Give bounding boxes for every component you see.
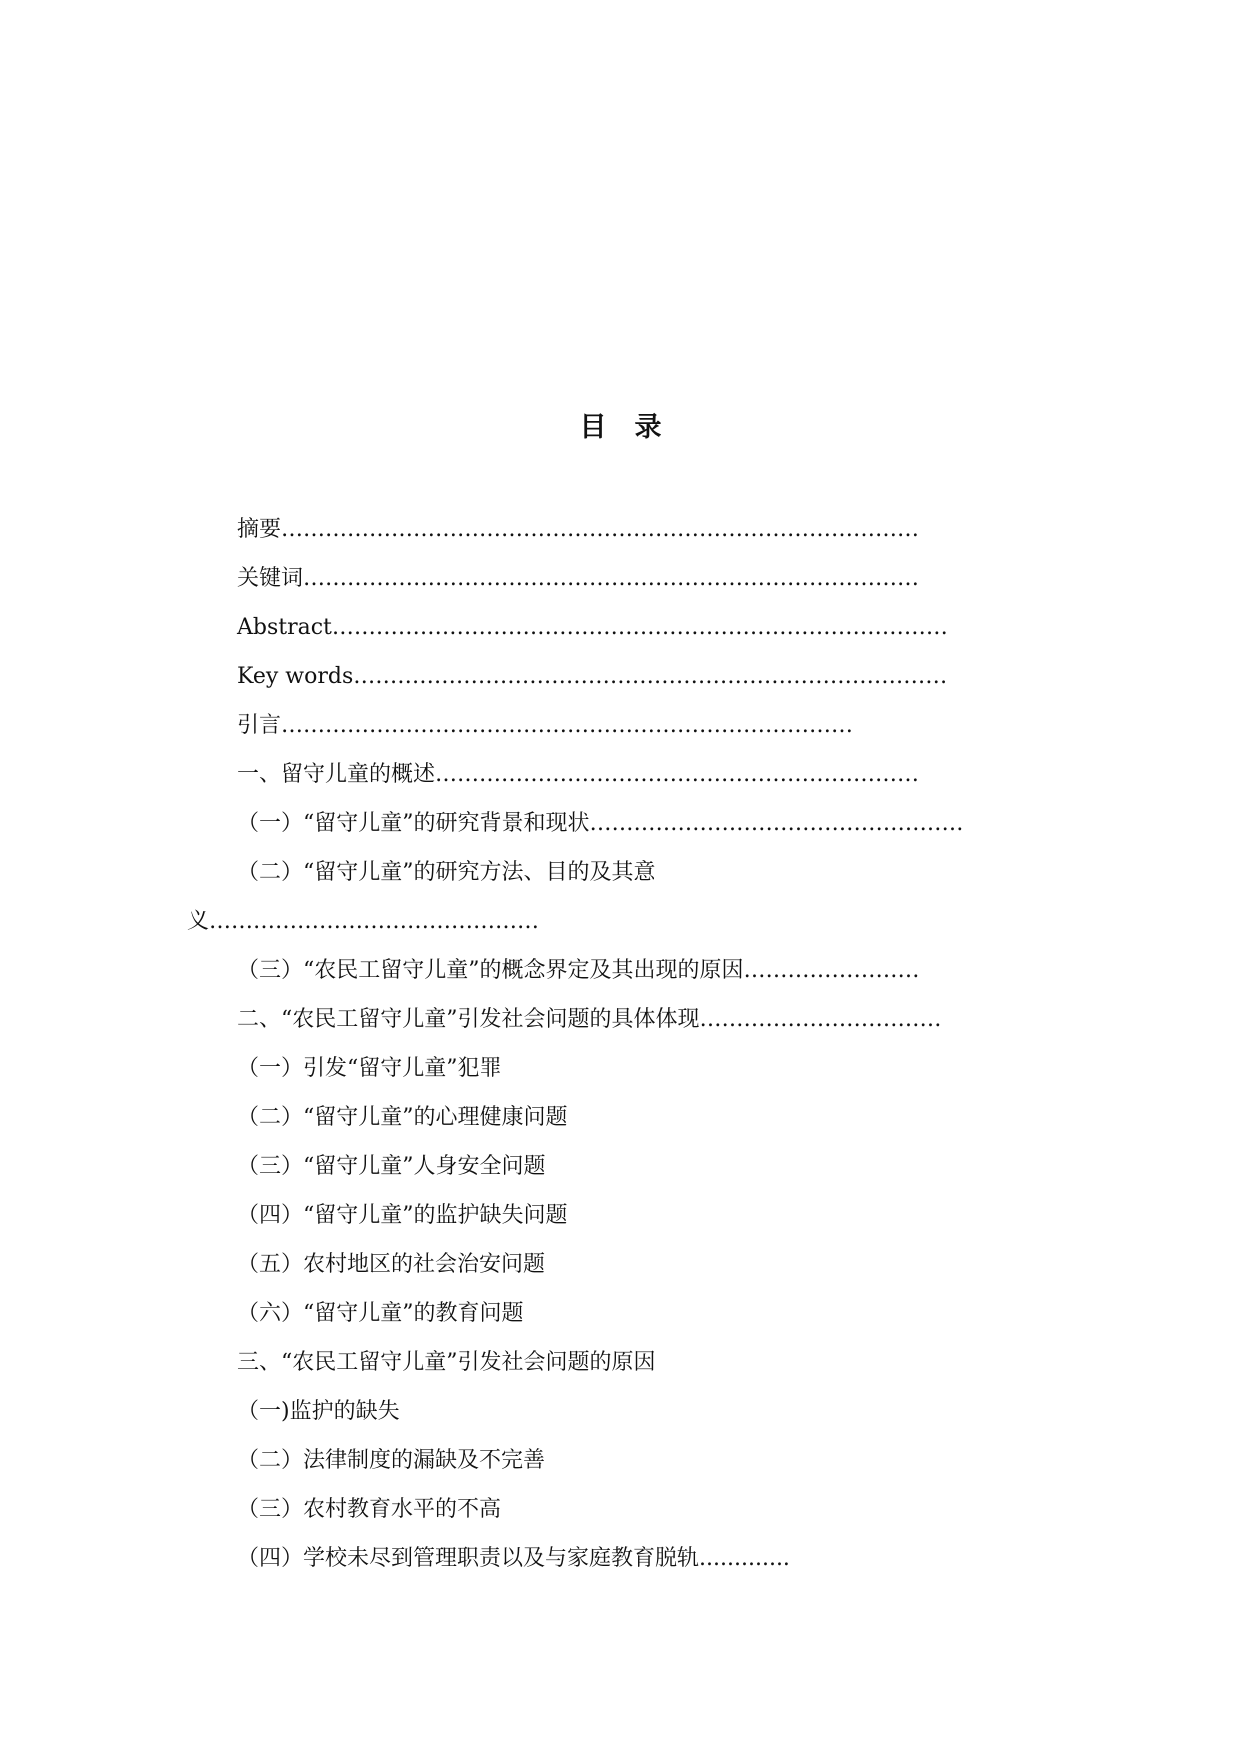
toc-entry-leader: ………………………………………………………………………… — [331, 615, 948, 640]
toc-entry-leader: …………………………………………………………………… — [281, 713, 854, 738]
toc-entry — [237, 1102, 568, 1134]
page-title: 目录 — [579, 412, 690, 443]
toc-entry-label: Key words — [237, 664, 354, 689]
toc-entry — [237, 563, 919, 595]
toc-entry — [237, 759, 919, 791]
toc-entry-label: 一、留守儿童的概述 — [237, 762, 436, 787]
toc-entry-leader: ……………………………………… — [209, 909, 540, 934]
toc-entry — [237, 1445, 545, 1477]
toc-entry — [237, 612, 948, 644]
toc-entry — [237, 808, 964, 840]
toc-entry-label: Abstract — [237, 615, 332, 640]
toc-entry — [237, 1347, 656, 1379]
toc-entry-leader: ………………………………………………………… — [435, 762, 920, 787]
toc-entry — [237, 661, 947, 693]
toc-entry — [237, 1053, 502, 1085]
toc-entry-continuation — [187, 906, 539, 938]
toc-entry-label: 关键词 — [237, 566, 304, 591]
toc-entry-leader: ............. — [699, 1546, 790, 1571]
toc-entry-label: （六）“留守儿童”的教育问题 — [237, 1301, 524, 1326]
toc-entry-label: （一）“留守儿童”的研究背景和现状 — [237, 811, 590, 836]
toc-entry-label: （一)监护的缺失 — [237, 1399, 400, 1424]
toc-entry-leader: …………………………………………………………………………… — [281, 517, 920, 542]
toc-entry — [237, 1249, 545, 1281]
toc-entry-label: （二）法律制度的漏缺及不完善 — [237, 1448, 546, 1473]
toc-entry — [237, 710, 853, 742]
toc-entry-label: 引言 — [237, 713, 282, 738]
toc-entry-leader: …………………………………………… — [589, 811, 964, 836]
toc-entry — [237, 955, 920, 987]
toc-entry-leader: ………………………………………………………………………… — [303, 566, 920, 591]
toc-entry-label: 二、“农民工留守儿童”引发社会问题的具体体现 — [237, 1007, 700, 1032]
toc-entry — [237, 1494, 501, 1526]
toc-entry-label: （二）“留守儿童”的研究方法、目的及其意 — [237, 860, 656, 885]
toc-entry-label: 义 — [187, 909, 210, 934]
toc-entry-label: 摘要 — [237, 517, 282, 542]
toc-entry — [237, 1396, 400, 1428]
toc-entry-label: （三）“留守儿童”人身安全问题 — [237, 1154, 546, 1179]
toc-entry-label: （五）农村地区的社会治安问题 — [237, 1252, 546, 1277]
toc-entry-label: （三）“农民工留守儿童”的概念界定及其出现的原因 — [237, 958, 744, 983]
toc-entry-label: （四）“留守儿童”的监护缺失问题 — [237, 1203, 568, 1228]
toc-entry — [237, 514, 919, 546]
toc-entry — [237, 1298, 524, 1330]
toc-entry-label: （三）农村教育水平的不高 — [237, 1497, 502, 1522]
toc-entry — [237, 1004, 942, 1036]
toc-entry-leader: ……………………………………………………………………… — [353, 664, 948, 689]
toc-entry-leader: …………………………… — [699, 1007, 942, 1032]
toc-entry — [237, 1151, 546, 1183]
toc-entry — [237, 1200, 568, 1232]
toc-entry — [237, 857, 656, 889]
toc-entry-leader: …………………… — [743, 958, 920, 983]
toc-entry — [237, 1543, 790, 1575]
toc-entry-label: （四）学校未尽到管理职责以及与家庭教育脱轨 — [237, 1546, 700, 1571]
toc-entry-label: 三、“农民工留守儿童”引发社会问题的原因 — [237, 1350, 656, 1375]
toc-entry-label: （二）“留守儿童”的心理健康问题 — [237, 1105, 568, 1130]
toc-entry-label: （一）引发“留守儿童”犯罪 — [237, 1056, 502, 1081]
